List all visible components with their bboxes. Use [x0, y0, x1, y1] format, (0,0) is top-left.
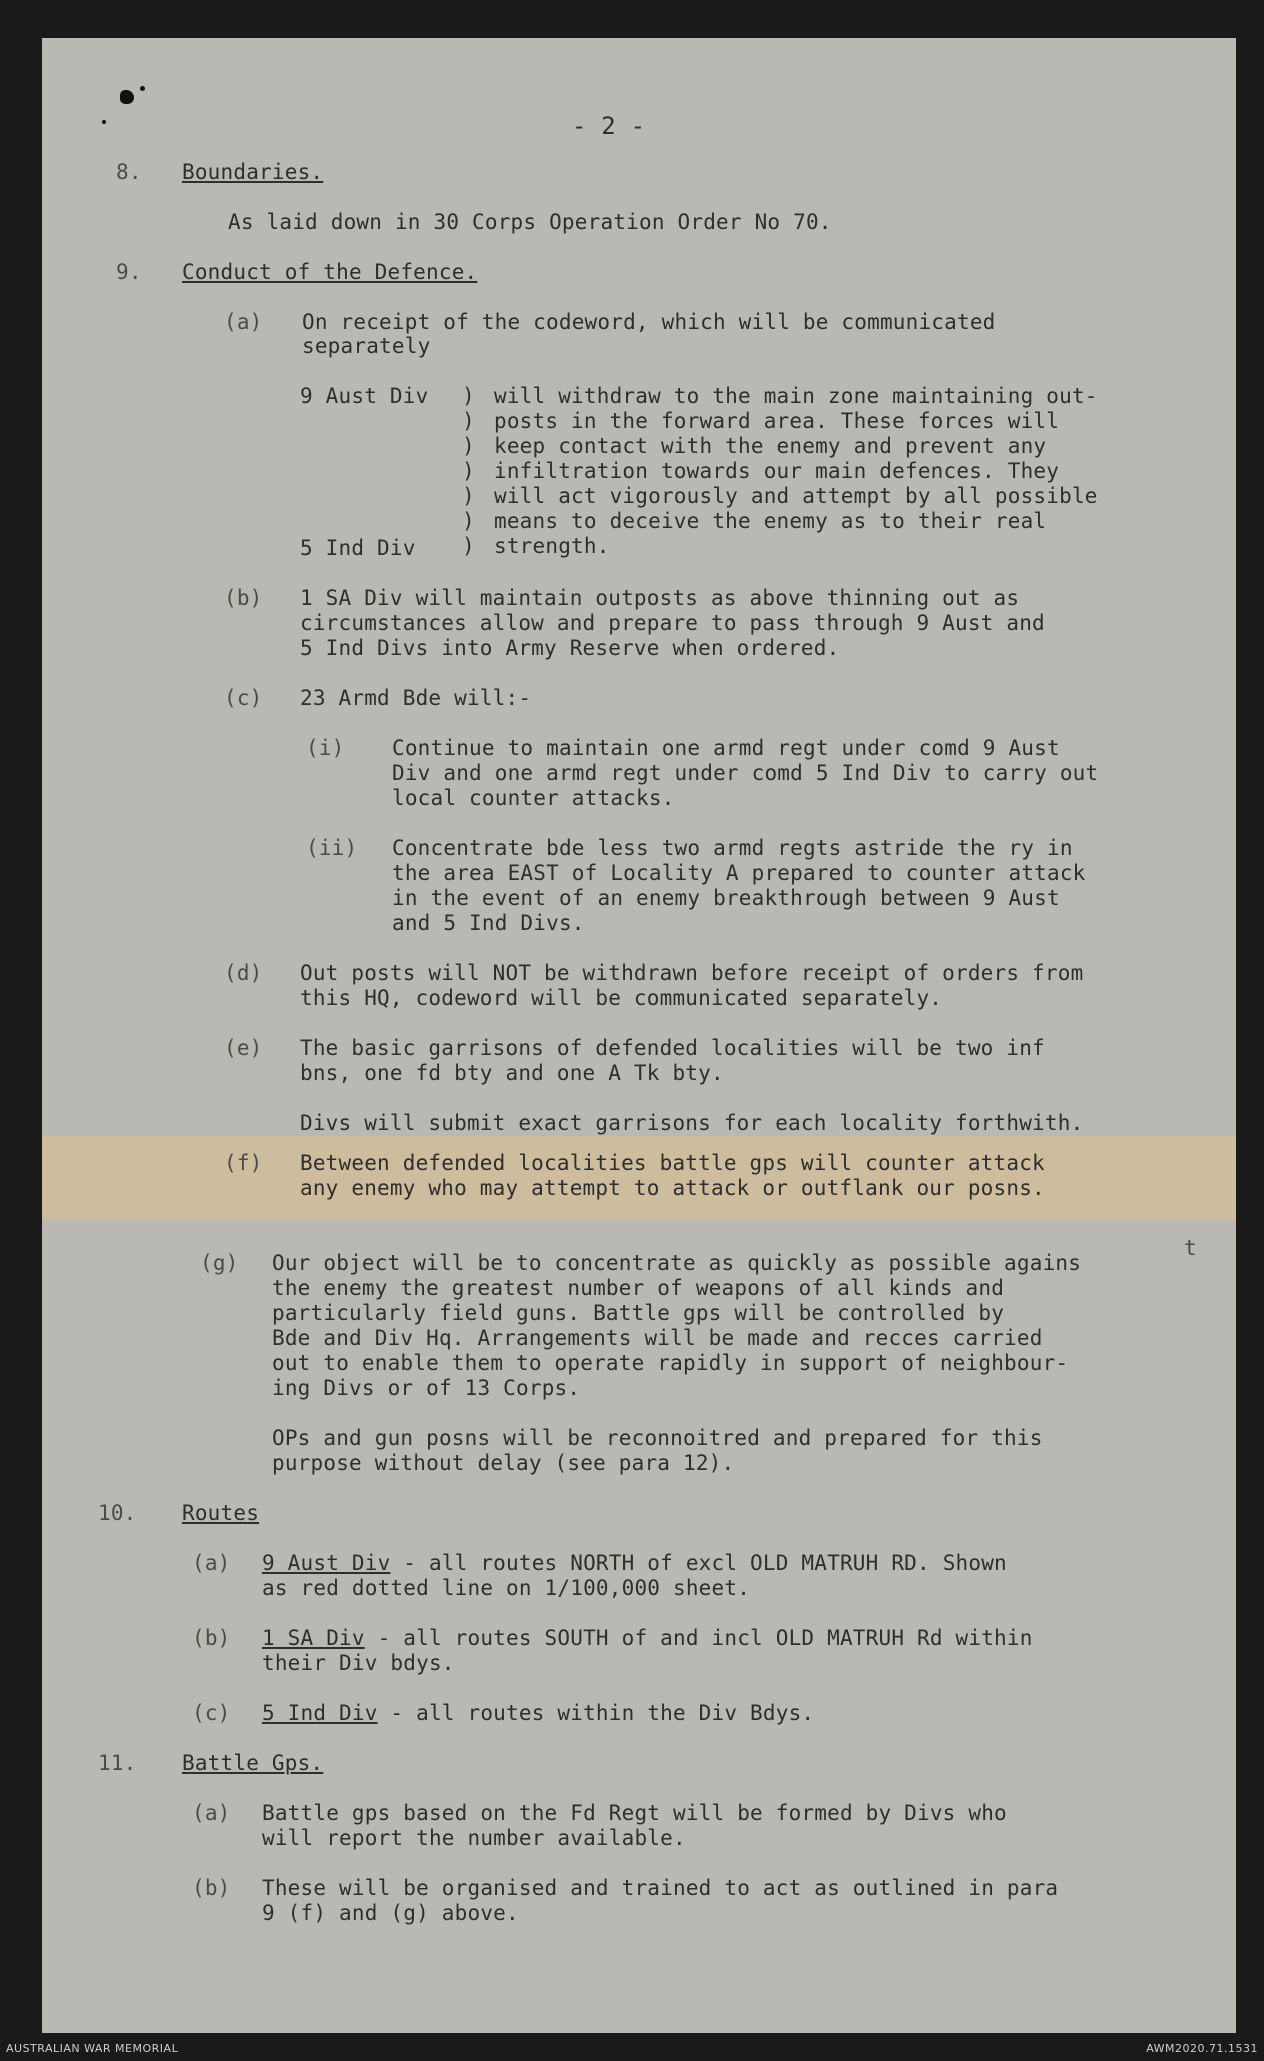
paragraph-line: Between defended localities battle gps will counter attack	[300, 1151, 1045, 1175]
bracket-glyph: ) ) ) ) ) ) )	[462, 384, 475, 558]
route-text: - all routes NORTH of excl OLD MATRUH RD. Shown	[390, 1551, 1007, 1575]
paragraph-line: particularly field guns. Battle gps will be controlled by	[272, 1301, 1005, 1325]
paragraph-line: infiltration towards our main defences. They	[494, 459, 1060, 483]
section-number: 8.	[116, 160, 142, 184]
paragraph-line: purpose without delay (see para 12).	[272, 1451, 735, 1475]
unit-name: 1 SA Div	[262, 1626, 365, 1650]
paragraph-line: Concentrate bde less two armd regts astride the ry in	[392, 836, 1073, 860]
item-label: (c)	[224, 686, 263, 710]
document-page	[42, 38, 1236, 2033]
item-label: (a)	[192, 1801, 231, 1825]
paragraph-line: On receipt of the codeword, which will be communicated	[302, 310, 996, 334]
route-line	[262, 1701, 814, 1726]
paragraph-line: keep contact with the enemy and prevent any	[494, 434, 1047, 458]
item-label: (a)	[224, 310, 263, 334]
stray-character: t	[1184, 1236, 1197, 1260]
ink-blot	[140, 86, 145, 91]
item-label: (b)	[224, 586, 263, 610]
paragraph-line: the area EAST of Locality A prepared to counter attack	[392, 861, 1086, 885]
archive-reference: AWM2020.71.1531	[1146, 2042, 1258, 2055]
paragraph-line: Continue to maintain one armd regt under comd 9 Aust	[392, 736, 1060, 760]
paragraph-line: bns, one fd bty and one A Tk bty.	[300, 1061, 724, 1085]
paragraph-line: ing Divs or of 13 Corps.	[272, 1376, 581, 1400]
item-label: (a)	[192, 1551, 231, 1575]
paragraph-line: 5 Ind Divs into Army Reserve when ordered.	[300, 636, 840, 660]
unit-name: 5 Ind Div	[262, 1701, 378, 1725]
unit-name: 5 Ind Div	[300, 536, 416, 560]
item-label: (d)	[224, 961, 263, 985]
section-title: Battle Gps.	[182, 1751, 324, 1775]
ink-blot	[120, 90, 134, 104]
paragraph-line: will withdraw to the main zone maintaining out-	[494, 384, 1098, 408]
paragraph-line: local counter attacks.	[392, 786, 675, 810]
paragraph-line: this HQ, codeword will be communicated separately.	[300, 986, 943, 1010]
paragraph-line: Battle gps based on the Fd Regt will be formed by Divs who	[262, 1801, 1007, 1825]
paragraph-line: out to enable them to operate rapidly in support of neighbour-	[272, 1351, 1069, 1375]
paragraph-line: strength.	[494, 534, 610, 558]
paragraph-line: will report the number available.	[262, 1826, 686, 1850]
paragraph-line: These will be organised and trained to act as outlined in para	[262, 1876, 1059, 1900]
paragraph-line: separately	[302, 334, 431, 358]
paragraph-line: in the event of an enemy breakthrough between 9 Aust	[392, 886, 1060, 910]
unit-name: 9 Aust Div	[262, 1551, 391, 1575]
route-line	[262, 1626, 1033, 1651]
page-number: - 2 -	[572, 112, 646, 140]
paragraph-line: 23 Armd Bde will:-	[300, 686, 532, 710]
section-title: Conduct of the Defence.	[182, 260, 478, 284]
item-label: (g)	[200, 1251, 239, 1275]
paragraph-line: OPs and gun posns will be reconnoitred and prepared for this	[272, 1426, 1043, 1450]
section-number: 9.	[116, 260, 142, 284]
route-text: - all routes within the Div Bdys.	[377, 1701, 815, 1725]
item-label: (ii)	[306, 836, 358, 860]
paragraph-line: Bde and Div Hq. Arrangements will be made and recces carried	[272, 1326, 1043, 1350]
route-line	[262, 1551, 1007, 1576]
paragraph-line: Out posts will NOT be withdrawn before receipt of orders from	[300, 961, 1084, 985]
paragraph-line: The basic garrisons of defended localities will be two inf	[300, 1036, 1045, 1060]
paragraph-line: Our object will be to concentrate as quickly as possible agains	[272, 1251, 1082, 1275]
item-label: (e)	[224, 1036, 263, 1060]
unit-name: 9 Aust Div	[300, 384, 429, 408]
item-label: (b)	[192, 1626, 231, 1650]
paragraph-text: As laid down in 30 Corps Operation Order No 70.	[228, 210, 832, 234]
paragraph-line: as red dotted line on 1/100,000 sheet.	[262, 1576, 751, 1600]
paragraph-line: any enemy who may attempt to attack or outflank our posns.	[300, 1176, 1045, 1200]
ink-blot	[102, 120, 106, 124]
section-title: Routes	[182, 1501, 260, 1525]
section-number: 10.	[98, 1501, 137, 1525]
item-label: (b)	[192, 1876, 231, 1900]
item-label: (i)	[306, 736, 345, 760]
paragraph-line: Divs will submit exact garrisons for each locality forthwith.	[300, 1111, 1084, 1135]
paragraph-line: will act vigorously and attempt by all possible	[494, 484, 1098, 508]
paragraph-line: 9 (f) and (g) above.	[262, 1901, 519, 1925]
paragraph-line: the enemy the greatest number of weapons of all kinds and	[272, 1276, 1005, 1300]
paragraph-line: their Div bdys.	[262, 1651, 455, 1675]
paragraph-line: circumstances allow and prepare to pass through 9 Aust and	[300, 611, 1045, 635]
archive-credit: AUSTRALIAN WAR MEMORIAL	[6, 2042, 179, 2055]
item-label: (f)	[224, 1151, 263, 1175]
paragraph-line: and 5 Ind Divs.	[392, 911, 585, 935]
route-text: - all routes SOUTH of and incl OLD MATRUH Rd within	[364, 1626, 1033, 1650]
section-title: Boundaries.	[182, 160, 324, 184]
paragraph-line: 1 SA Div will maintain outposts as above thinning out as	[300, 586, 1020, 610]
paragraph-line: Div and one armd regt under comd 5 Ind Div to carry out	[392, 761, 1099, 785]
item-label: (c)	[192, 1701, 231, 1725]
paragraph-line: means to deceive the enemy as to their real	[494, 509, 1047, 533]
paragraph-line: posts in the forward area. These forces will	[494, 409, 1060, 433]
section-number: 11.	[98, 1751, 137, 1775]
